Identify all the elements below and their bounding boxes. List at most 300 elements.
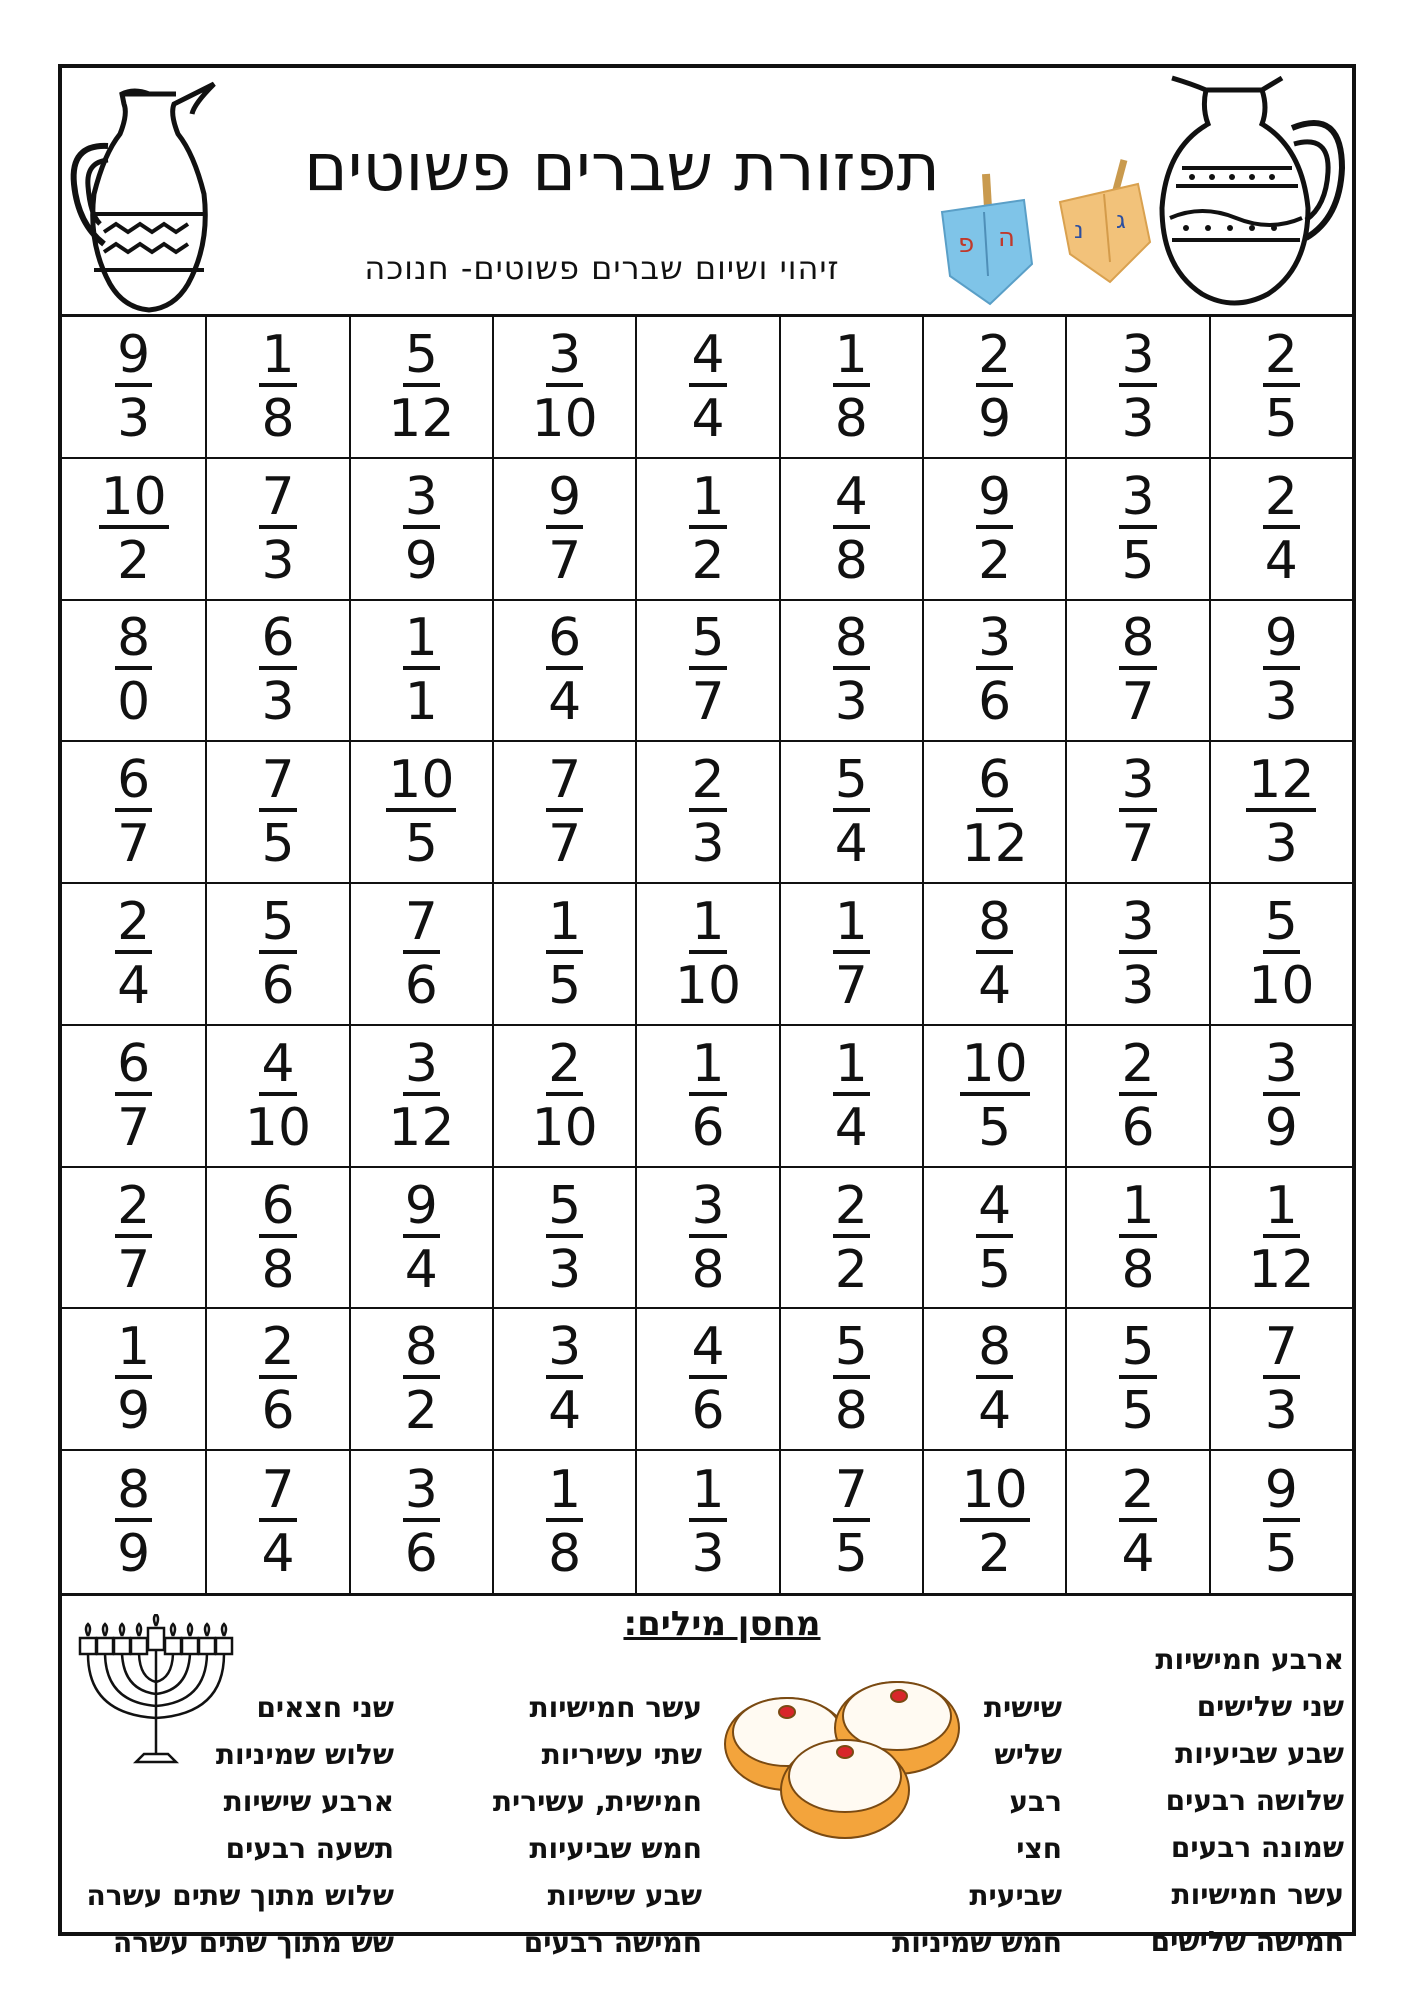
- fraction: [689, 324, 726, 449]
- fraction-numerator: 1: [691, 891, 725, 952]
- fraction-numerator: 3: [404, 1460, 438, 1521]
- word-bank-title: מחסן מילים:: [623, 1604, 821, 1644]
- fraction-numerator: 5: [261, 891, 295, 952]
- fraction-denominator: 12: [1248, 1239, 1315, 1300]
- grid-cell: [492, 742, 635, 884]
- fraction-numerator: 2: [1264, 324, 1298, 385]
- grid-cell: [635, 884, 778, 1026]
- grid-cell: [205, 1026, 348, 1168]
- fraction-numerator: 3: [404, 1033, 438, 1094]
- grid-cell: [62, 601, 205, 743]
- fraction: [689, 466, 726, 591]
- grid-cell: [1065, 884, 1208, 1026]
- grid-cell: [349, 1309, 492, 1451]
- grid-cell: [62, 742, 205, 884]
- fraction-denominator: 6: [404, 1524, 438, 1585]
- fraction-denominator: 2: [978, 1524, 1012, 1585]
- grid-cell: [779, 601, 922, 743]
- fraction: [1246, 750, 1316, 875]
- fraction-numerator: 2: [1121, 1033, 1155, 1094]
- grid-cell: [205, 601, 348, 743]
- grid-cell: [62, 459, 205, 601]
- fraction-numerator: 1: [117, 1317, 151, 1378]
- fraction-denominator: 9: [117, 1524, 151, 1585]
- grid-cell: [779, 459, 922, 601]
- fraction: [1119, 891, 1156, 1016]
- grid-cell: [779, 1451, 922, 1593]
- grid-cell: [1209, 601, 1352, 743]
- fraction-numerator: 6: [261, 608, 295, 669]
- fraction: [546, 466, 583, 591]
- fraction-numerator: 1: [834, 891, 868, 952]
- fraction-numerator: 3: [404, 466, 438, 527]
- fraction-denominator: 4: [834, 814, 868, 875]
- fraction-numerator: 7: [261, 466, 295, 527]
- grid-cell: [205, 1451, 348, 1593]
- fraction-numerator: 8: [404, 1317, 438, 1378]
- word-bank-column: [493, 1684, 702, 1966]
- dreidel-letter: פ: [958, 229, 975, 259]
- fraction-numerator: 9: [1264, 1460, 1298, 1521]
- fraction-denominator: 8: [261, 1239, 295, 1300]
- word-bank-item: שישית: [983, 1691, 1062, 1724]
- dreidel-letter: ג: [1116, 206, 1126, 234]
- fraction: [689, 1317, 726, 1442]
- fraction: [976, 466, 1013, 591]
- fraction-denominator: 7: [1121, 814, 1155, 875]
- grid-cell: [349, 1451, 492, 1593]
- grid-cell: [349, 1168, 492, 1310]
- fraction-denominator: 3: [117, 388, 151, 449]
- fraction-numerator: 3: [548, 324, 582, 385]
- worksheet: [58, 64, 1356, 1959]
- word-bank-item: שמונה רבעים: [1170, 1831, 1344, 1864]
- grid-cell: [349, 742, 492, 884]
- page-title: תפזורת שברים פשוטים: [303, 129, 941, 206]
- fraction-denominator: 6: [691, 1097, 725, 1158]
- fraction: [99, 466, 169, 591]
- fraction: [259, 1460, 296, 1585]
- fraction: [259, 1175, 296, 1300]
- word-bank-item: שליש: [994, 1738, 1062, 1771]
- fraction-numerator: 5: [548, 1175, 582, 1236]
- grid-cell: [922, 884, 1065, 1026]
- fraction-numerator: 1: [404, 608, 438, 669]
- fraction: [259, 750, 296, 875]
- fraction-numerator: 12: [1248, 750, 1315, 811]
- fraction-denominator: 5: [1121, 1381, 1155, 1442]
- fraction-denominator: 4: [1121, 1524, 1155, 1585]
- fraction-denominator: 2: [834, 1239, 868, 1300]
- fraction-numerator: 3: [1121, 891, 1155, 952]
- fraction-denominator: 5: [834, 1524, 868, 1585]
- grid-cell: [635, 1168, 778, 1310]
- word-bank-item: עשר חמישיות: [529, 1691, 702, 1724]
- fraction-denominator: 12: [388, 388, 455, 449]
- fraction: [244, 1033, 312, 1158]
- fraction-numerator: 6: [261, 1175, 295, 1236]
- grid-cell: [1209, 884, 1352, 1026]
- fraction: [115, 1460, 152, 1585]
- fraction: [115, 1317, 152, 1442]
- fraction-numerator: 2: [1264, 466, 1298, 527]
- fraction-numerator: 1: [691, 466, 725, 527]
- fraction: [259, 466, 296, 591]
- fraction-denominator: 6: [261, 1381, 295, 1442]
- fraction-denominator: 7: [117, 1239, 151, 1300]
- fraction-denominator: 2: [404, 1381, 438, 1442]
- fraction-denominator: 4: [117, 955, 151, 1016]
- fraction: [115, 324, 152, 449]
- fraction-denominator: 3: [691, 1524, 725, 1585]
- word-bank-item: רבע: [1009, 1785, 1062, 1818]
- fraction: [1263, 1317, 1300, 1442]
- grid-cell: [492, 884, 635, 1026]
- grid-cell: [205, 459, 348, 601]
- fraction: [388, 1033, 455, 1158]
- grid-cell: [349, 1026, 492, 1168]
- grid-cell: [1209, 1451, 1352, 1593]
- fraction-numerator: 10: [961, 1460, 1028, 1521]
- fraction-numerator: 1: [691, 1033, 725, 1094]
- grid-cell: [635, 1026, 778, 1168]
- grid-cell: [922, 1168, 1065, 1310]
- grid-cell: [492, 1309, 635, 1451]
- fraction-denominator: 7: [691, 672, 725, 733]
- grid-cell: [779, 1026, 922, 1168]
- fraction: [546, 608, 583, 733]
- fraction: [259, 324, 296, 449]
- grid-cell: [1065, 1451, 1208, 1593]
- fraction-denominator: 8: [261, 388, 295, 449]
- fraction-denominator: 5: [978, 1097, 1012, 1158]
- grid-cell: [492, 1026, 635, 1168]
- fraction-denominator: 7: [117, 1097, 151, 1158]
- grid-cell: [1065, 601, 1208, 743]
- fraction-numerator: 1: [548, 1460, 582, 1521]
- grid-cell: [62, 884, 205, 1026]
- fraction: [115, 1175, 152, 1300]
- fraction-denominator: 1: [404, 672, 438, 733]
- grid-cell: [62, 1451, 205, 1593]
- fraction: [689, 750, 726, 875]
- grid-cell: [349, 884, 492, 1026]
- fraction-denominator: 4: [1264, 530, 1298, 591]
- fraction: [388, 324, 455, 449]
- grid-cell: [922, 1309, 1065, 1451]
- fraction-denominator: 6: [978, 672, 1012, 733]
- fraction-denominator: 4: [834, 1097, 868, 1158]
- word-bank-item: שלוש שמיניות: [215, 1738, 394, 1771]
- fraction-numerator: 3: [978, 608, 1012, 669]
- grid-cell: [492, 459, 635, 601]
- fraction-denominator: 0: [117, 672, 151, 733]
- fraction: [1119, 466, 1156, 591]
- fraction-numerator: 6: [548, 608, 582, 669]
- fraction: [1248, 1175, 1315, 1300]
- fraction-denominator: 8: [548, 1524, 582, 1585]
- fraction: [115, 891, 152, 1016]
- fraction-denominator: 3: [1121, 388, 1155, 449]
- word-bank-item: שביעית: [969, 1879, 1062, 1912]
- grid-cell: [349, 317, 492, 459]
- fraction-denominator: 5: [978, 1239, 1012, 1300]
- fraction-denominator: 3: [261, 530, 295, 591]
- fraction-numerator: 4: [978, 1175, 1012, 1236]
- fraction: [833, 1460, 870, 1585]
- fraction: [546, 1317, 583, 1442]
- fraction-numerator: 3: [1121, 466, 1155, 527]
- word-bank-item: שני שלישים: [1196, 1690, 1344, 1723]
- fraction: [1263, 1460, 1300, 1585]
- grid-cell: [492, 1168, 635, 1310]
- fraction-denominator: 8: [834, 1381, 868, 1442]
- fraction: [833, 1317, 870, 1442]
- fraction-numerator: 6: [117, 1033, 151, 1094]
- word-bank-item: שלוש מתוך שתים עשרה: [86, 1879, 394, 1912]
- fraction: [1119, 1175, 1156, 1300]
- fraction: [1248, 891, 1315, 1016]
- grid-cell: [635, 459, 778, 601]
- fraction-denominator: 5: [1264, 388, 1298, 449]
- fraction-denominator: 4: [548, 1381, 582, 1442]
- fraction: [689, 1460, 726, 1585]
- fraction-denominator: 4: [978, 1381, 1012, 1442]
- fraction: [689, 608, 726, 733]
- fraction-numerator: 9: [117, 324, 151, 385]
- word-bank-item: חצי: [1016, 1832, 1062, 1865]
- fraction: [960, 1460, 1030, 1585]
- fraction: [403, 891, 440, 1016]
- word-bank-item: חמישה שלישים: [1150, 1925, 1344, 1958]
- fraction-numerator: 9: [548, 466, 582, 527]
- fraction: [833, 1033, 870, 1158]
- fraction-denominator: 3: [691, 814, 725, 875]
- fraction-numerator: 5: [1121, 1317, 1155, 1378]
- fraction-numerator: 2: [261, 1317, 295, 1378]
- fraction-numerator: 7: [548, 750, 582, 811]
- word-bank-item: חמש שמיניות: [892, 1926, 1062, 1959]
- fraction: [1119, 750, 1156, 875]
- grid-cell: [349, 459, 492, 601]
- fraction: [976, 1317, 1013, 1442]
- grid-cell: [1209, 1026, 1352, 1168]
- fraction-denominator: 8: [1121, 1239, 1155, 1300]
- fraction-numerator: 1: [834, 324, 868, 385]
- word-bank-item: ארבע חמישיות: [1155, 1643, 1344, 1676]
- dreidel-letter: נ: [1074, 216, 1084, 244]
- fraction-denominator: 7: [834, 955, 868, 1016]
- grid-cell: [349, 601, 492, 743]
- grid-cell: [922, 459, 1065, 601]
- fraction: [1119, 324, 1156, 449]
- fraction-denominator: 9: [1264, 1097, 1298, 1158]
- fraction-numerator: 2: [691, 750, 725, 811]
- fraction-numerator: 3: [548, 1317, 582, 1378]
- grid-cell: [922, 1026, 1065, 1168]
- grid-cell: [492, 1451, 635, 1593]
- fraction-numerator: 2: [117, 891, 151, 952]
- fraction-denominator: 3: [1264, 672, 1298, 733]
- fraction-denominator: 10: [531, 388, 598, 449]
- jug-icon: [1142, 68, 1352, 308]
- fraction-denominator: 5: [261, 814, 295, 875]
- fraction-numerator: 3: [1121, 750, 1155, 811]
- fraction-numerator: 2: [548, 1033, 582, 1094]
- fraction-denominator: 8: [691, 1239, 725, 1300]
- fraction-numerator: 3: [1264, 1033, 1298, 1094]
- fraction-numerator: 7: [404, 891, 438, 952]
- fraction: [403, 466, 440, 591]
- fraction-numerator: 6: [978, 750, 1012, 811]
- fraction: [960, 1033, 1030, 1158]
- fraction-denominator: 5: [1264, 1524, 1298, 1585]
- fraction: [976, 324, 1013, 449]
- fraction-numerator: 4: [691, 1317, 725, 1378]
- grid-cell: [62, 317, 205, 459]
- fraction: [259, 1317, 296, 1442]
- fraction-numerator: 1: [1121, 1175, 1155, 1236]
- fraction: [674, 891, 742, 1016]
- fraction: [531, 324, 598, 449]
- fraction-numerator: 4: [834, 466, 868, 527]
- fraction-numerator: 1: [1264, 1175, 1298, 1236]
- fraction-denominator: 6: [404, 955, 438, 1016]
- word-bank-item: שתי עשיריות: [541, 1738, 702, 1771]
- fraction-denominator: 4: [978, 955, 1012, 1016]
- fraction-denominator: 4: [261, 1524, 295, 1585]
- grid-cell: [635, 742, 778, 884]
- dreidel-icon: [928, 172, 1048, 312]
- fraction-numerator: 2: [117, 1175, 151, 1236]
- fraction: [1119, 1317, 1156, 1442]
- fraction: [1119, 1460, 1156, 1585]
- fraction: [1263, 608, 1300, 733]
- fraction: [833, 1175, 870, 1300]
- grid-cell: [1065, 742, 1208, 884]
- fraction-denominator: 7: [117, 814, 151, 875]
- grid-cell: [492, 317, 635, 459]
- fraction-numerator: 9: [978, 466, 1012, 527]
- fraction-numerator: 1: [548, 891, 582, 952]
- grid-cell: [922, 1451, 1065, 1593]
- fraction-numerator: 8: [978, 891, 1012, 952]
- fraction-denominator: 3: [1264, 814, 1298, 875]
- grid-cell: [205, 1168, 348, 1310]
- fraction: [115, 608, 152, 733]
- fraction-denominator: 5: [1121, 530, 1155, 591]
- grid-cell: [779, 1309, 922, 1451]
- fraction: [976, 608, 1013, 733]
- fraction-denominator: 6: [261, 955, 295, 1016]
- grid-cell: [492, 601, 635, 743]
- grid-cell: [1209, 317, 1352, 459]
- fraction: [259, 891, 296, 1016]
- grid-cell: [779, 317, 922, 459]
- donuts-icon: [717, 1656, 967, 1846]
- fraction-numerator: 1: [834, 1033, 868, 1094]
- word-bank-item: תשעה רבעים: [225, 1832, 394, 1865]
- grid-cell: [205, 742, 348, 884]
- menorah-icon: [66, 1614, 246, 1774]
- fraction: [689, 1175, 726, 1300]
- fraction: [403, 1317, 440, 1442]
- grid-cell: [635, 601, 778, 743]
- fraction-denominator: 2: [978, 530, 1012, 591]
- fraction-denominator: 4: [691, 388, 725, 449]
- fraction-numerator: 9: [1264, 608, 1298, 669]
- fraction: [403, 608, 440, 733]
- fraction-numerator: 7: [261, 750, 295, 811]
- grid-cell: [779, 742, 922, 884]
- word-bank-item: חמש שביעיות: [529, 1832, 702, 1865]
- fraction-denominator: 8: [834, 388, 868, 449]
- grid-cell: [779, 1168, 922, 1310]
- fraction: [1263, 324, 1300, 449]
- grid-cell: [62, 1168, 205, 1310]
- fraction-numerator: 8: [117, 1460, 151, 1521]
- fraction-numerator: 8: [1121, 608, 1155, 669]
- grid-cell: [779, 884, 922, 1026]
- grid-cell: [1065, 1026, 1208, 1168]
- grid-cell: [62, 1309, 205, 1451]
- grid-cell: [635, 317, 778, 459]
- fraction: [833, 891, 870, 1016]
- word-bank-item: עשר חמישיות: [1171, 1878, 1344, 1911]
- grid-cell: [922, 742, 1065, 884]
- fraction-numerator: 5: [691, 608, 725, 669]
- word-bank-item: שני חצאים: [256, 1691, 394, 1724]
- fraction-denominator: 12: [388, 1097, 455, 1158]
- fraction: [833, 324, 870, 449]
- fraction: [403, 1175, 440, 1300]
- fraction-denominator: 6: [1121, 1097, 1155, 1158]
- fraction-denominator: 4: [548, 672, 582, 733]
- fraction-numerator: 8: [117, 608, 151, 669]
- grid-cell: [635, 1451, 778, 1593]
- fraction: [833, 466, 870, 591]
- fraction: [546, 891, 583, 1016]
- fraction-denominator: 10: [244, 1097, 312, 1158]
- fraction-denominator: 2: [117, 530, 151, 591]
- fraction: [546, 750, 583, 875]
- fraction-numerator: 2: [834, 1175, 868, 1236]
- dreidel-letter: ה: [998, 223, 1015, 253]
- fraction: [689, 1033, 726, 1158]
- fraction-numerator: 8: [834, 608, 868, 669]
- fraction-numerator: 4: [691, 324, 725, 385]
- fraction-numerator: 3: [691, 1175, 725, 1236]
- fraction-numerator: 10: [961, 1033, 1028, 1094]
- fraction-denominator: 9: [117, 1381, 151, 1442]
- jug-icon: [64, 74, 234, 314]
- fraction-denominator: 7: [548, 530, 582, 591]
- fraction-numerator: 2: [1121, 1460, 1155, 1521]
- fraction-numerator: 7: [834, 1460, 868, 1521]
- fraction: [259, 608, 296, 733]
- grid-cell: [205, 884, 348, 1026]
- word-bank-item: שש מתוך שתים עשרה: [113, 1926, 394, 1959]
- grid-cell: [922, 601, 1065, 743]
- fraction-numerator: 5: [834, 750, 868, 811]
- fraction-denominator: 3: [1121, 955, 1155, 1016]
- fraction-denominator: 9: [404, 530, 438, 591]
- fraction-numerator: 7: [1264, 1317, 1298, 1378]
- grid-cell: [1209, 459, 1352, 601]
- fraction: [976, 1175, 1013, 1300]
- fraction: [961, 750, 1028, 875]
- fraction: [833, 750, 870, 875]
